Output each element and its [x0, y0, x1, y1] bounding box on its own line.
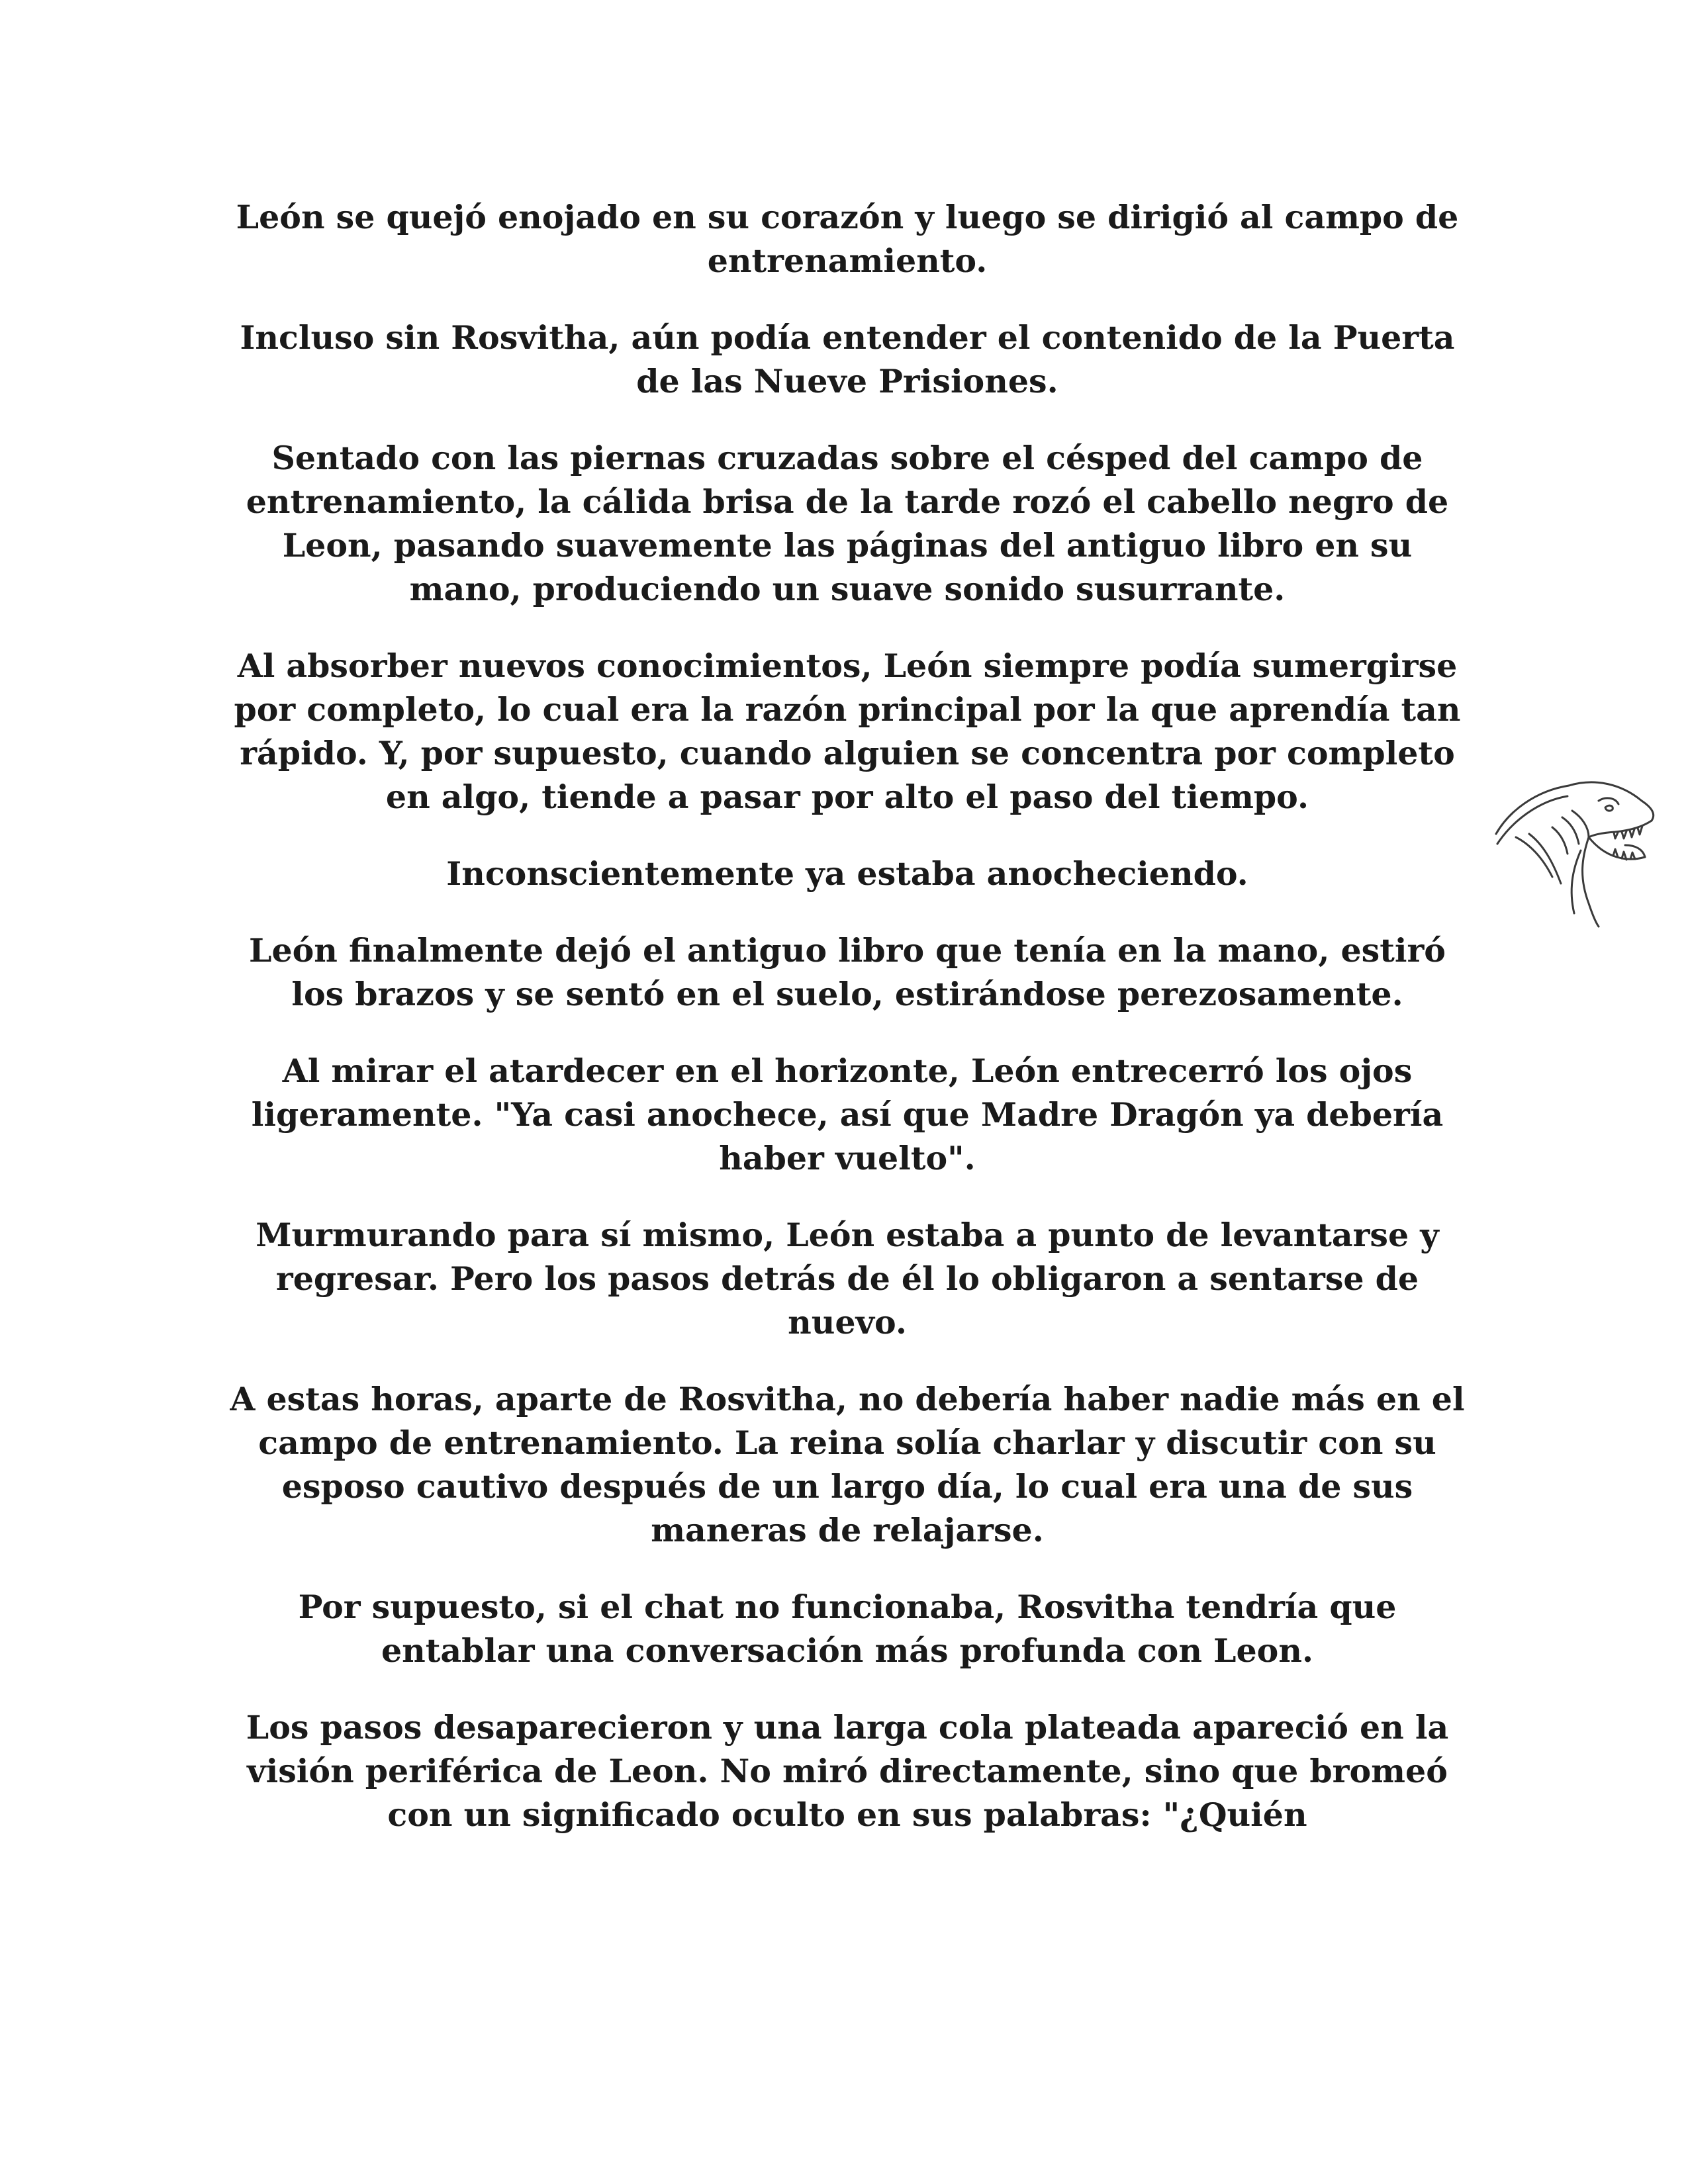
- paragraph-2: Incluso sin Rosvitha, aún podía entender el contenido de la Puerta de las Nueve Prisiones.: [240, 318, 1455, 400]
- paragraph-6: León finalmente dejó el antiguo libro que tenía en la mano, estiró los brazos y se sentó en el suelo, estirándose perezosamente.: [249, 931, 1446, 1013]
- paragraph-7: Al mirar el atardecer en el horizonte, León entrecerró los ojos ligeramente. "Ya casi anochece, así que Madre Dragón ya debería haber vuelto".: [251, 1052, 1444, 1177]
- paragraph-4: Al absorber nuevos conocimientos, León siempre podía sumergirse por completo, lo cual era la razón principal por la que aprendía tan rápido. Y, por supuesto, cuando alguien se concentra por completo en algo, tiende a pasar por alto el paso del tiempo.: [234, 647, 1461, 816]
- paragraph-3: Sentado con las piernas cruzadas sobre el césped del campo de entrenamiento, la cálida brisa de la tarde rozó el cabello negro de Leon, pasando suavemente las páginas del antiguo libro en su mano, produciendo un suave sonido susurrante.: [246, 439, 1449, 608]
- paragraph-1: León se quejó enojado en su corazón y luego se dirigió al campo de entrenamiento.: [236, 198, 1459, 280]
- document-page: [225, 195, 1470, 1870]
- paragraph-5: Inconscientemente ya estaba anocheciendo.: [446, 854, 1248, 893]
- paragraph-11: Los pasos desaparecieron y una larga cola plateada apareció en la visión periférica de Leon. No miró directamente, sino que bromeó con un significado oculto en sus palabras: "¿Quién: [246, 1708, 1449, 1834]
- dinosaur-head-icon: [1489, 771, 1662, 930]
- paragraph-8: Murmurando para sí mismo, León estaba a punto de levantarse y regresar. Pero los pasos detrás de él lo obligaron a sentarse de nuevo.: [256, 1216, 1439, 1342]
- paragraph-9: A estas horas, aparte de Rosvitha, no debería haber nadie más en el campo de entrenamiento. La reina solía charlar y discutir con su esposo cautivo después de un largo día, lo cual era una de sus maneras de relajarse.: [230, 1380, 1465, 1549]
- paragraph-10: Por supuesto, si el chat no funcionaba, Rosvitha tendría que entablar una conversación más profunda con Leon.: [298, 1588, 1397, 1670]
